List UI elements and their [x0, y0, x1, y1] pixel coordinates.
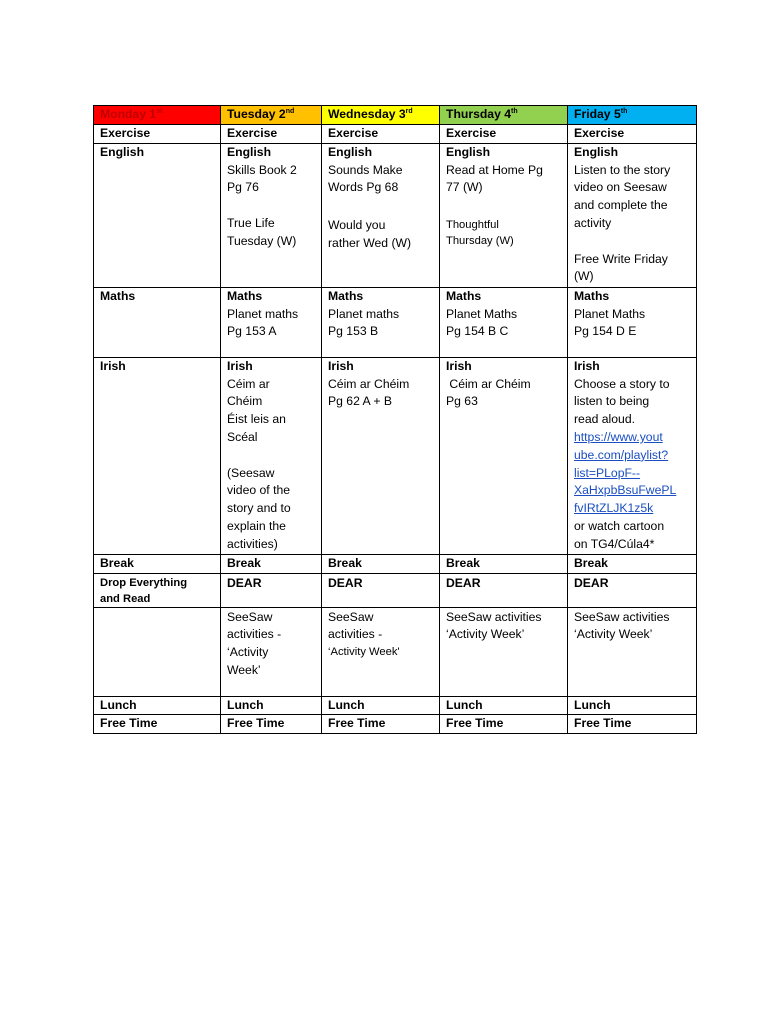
irish-tue-line: story and to [227, 501, 291, 516]
seesaw-fri-line: ‘Activity Week’ [574, 627, 653, 642]
seesaw-fri-line: SeeSaw activities [574, 609, 670, 624]
header-monday: Monday 1st [94, 106, 221, 125]
break-cell-mon: Break [94, 554, 221, 573]
break-cell-wed: Break [322, 554, 440, 573]
seesaw-wed-line: ‘Activity Week' [328, 646, 400, 659]
seesaw-wed-line: SeeSaw [328, 609, 374, 624]
maths-wed-line: Planet maths [328, 306, 400, 321]
break-cell-fri: Break [568, 554, 697, 573]
free-time-cell-wed: Free Time [322, 715, 440, 734]
irish-tue-line: explain the [227, 518, 286, 533]
maths-thu-title: Maths [446, 288, 482, 303]
lunch-cell-fri: Lunch [568, 696, 697, 715]
maths-thu-line: Pg 154 B C [446, 324, 509, 339]
maths-fri-line: Pg 154 D E [574, 324, 637, 339]
english-fri-line: Free Write Friday [574, 251, 668, 266]
break-row [94, 554, 697, 573]
weekly-timetable [93, 105, 697, 734]
header-friday: Friday 5th [568, 106, 697, 125]
irish-cell-wed [322, 357, 440, 554]
irish-cell-mon: Irish [94, 357, 221, 554]
seesaw-tue-line: Week’ [227, 662, 261, 677]
seesaw-tue-line: SeeSaw [227, 609, 273, 624]
irish-fri-line: on TG4/Cúla4* [574, 536, 655, 551]
lunch-cell-thu: Lunch [440, 696, 568, 715]
irish-wed-line: Pg 62 A + B [328, 394, 393, 409]
dear-cell-mon [94, 573, 221, 607]
irish-thu-title: Irish [446, 358, 472, 373]
english-cell-tue [221, 143, 322, 287]
english-tue-title: English [227, 144, 272, 159]
english-tue-line: Pg 76 [227, 180, 259, 195]
irish-cell-thu [440, 357, 568, 554]
irish-row [94, 357, 697, 554]
english-fri-title: English [574, 144, 619, 159]
exercise-cell-wed: Exercise [322, 125, 440, 144]
english-thu-line: 77 (W) [446, 180, 483, 195]
irish-tue-line: Scéal [227, 429, 258, 444]
lunch-cell-wed: Lunch [322, 696, 440, 715]
maths-cell-fri [568, 287, 697, 357]
free-time-cell-tue: Free Time [221, 715, 322, 734]
exercise-cell-tue: Exercise [221, 125, 322, 144]
seesaw-cell-tue [221, 607, 322, 696]
english-fri-line: (W) [574, 269, 594, 284]
irish-tue-line: activities) [227, 536, 278, 551]
free-time-cell-mon: Free Time [94, 715, 221, 734]
exercise-cell-mon: Exercise [94, 125, 221, 144]
irish-tue-line: video of the [227, 483, 291, 498]
maths-cell-wed [322, 287, 440, 357]
exercise-row [94, 125, 697, 144]
seesaw-cell-mon [94, 607, 221, 696]
english-thu-title: English [446, 144, 491, 159]
english-thu-line: Thursday (W) [446, 235, 514, 248]
irish-fri-title: Irish [574, 358, 600, 373]
lunch-cell-tue: Lunch [221, 696, 322, 715]
dear-cell-tue: DEAR [221, 573, 322, 607]
seesaw-thu-line: ‘Activity Week’ [446, 627, 525, 642]
maths-thu-line: Planet Maths [446, 306, 518, 321]
irish-tue-line: Éist leis an [227, 412, 286, 427]
exercise-cell-thu: Exercise [440, 125, 568, 144]
irish-tue-line: (Seesaw [227, 465, 275, 480]
english-cell-wed [322, 143, 440, 287]
english-fri-line: activity [574, 215, 612, 230]
header-thursday: Thursday 4th [440, 106, 568, 125]
irish-thu-line: Pg 63 [446, 394, 478, 409]
english-cell-mon: English [94, 143, 221, 287]
english-tue-line: Tuesday (W) [227, 233, 297, 248]
lunch-cell-mon: Lunch [94, 696, 221, 715]
seesaw-wed-line: activities - [328, 627, 383, 642]
seesaw-cell-fri [568, 607, 697, 696]
playlist-link[interactable]: ube.com/playlist? [574, 447, 669, 462]
seesaw-thu-line: SeeSaw activities [446, 609, 542, 624]
irish-cell-tue [221, 357, 322, 554]
dear-cell-wed: DEAR [322, 573, 440, 607]
playlist-link[interactable]: https://www.yout [574, 429, 663, 444]
irish-thu-line: Céim ar Chéim [446, 376, 531, 391]
maths-tue-title: Maths [227, 288, 263, 303]
english-row [94, 143, 697, 287]
english-cell-thu [440, 143, 568, 287]
english-wed-line: Would you [328, 218, 386, 233]
exercise-cell-fri: Exercise [568, 125, 697, 144]
english-wed-title: English [328, 144, 373, 159]
irish-fri-line: listen to being [574, 394, 650, 409]
dear-cell-fri: DEAR [568, 573, 697, 607]
english-wed-line: Words Pg 68 [328, 180, 399, 195]
maths-cell-tue [221, 287, 322, 357]
seesaw-tue-line: activities - [227, 627, 282, 642]
maths-tue-line: Pg 153 A [227, 324, 277, 339]
dear-cell-thu: DEAR [440, 573, 568, 607]
maths-wed-title: Maths [328, 288, 364, 303]
irish-tue-line: Chéim [227, 394, 263, 409]
maths-row [94, 287, 697, 357]
break-cell-tue: Break [221, 554, 322, 573]
playlist-link[interactable]: XaHxpbBsuFwePL [574, 483, 677, 498]
dear-mon-line: and Read [100, 592, 151, 605]
irish-cell-fri [568, 357, 697, 554]
dear-mon-line: Drop Everything [100, 576, 188, 589]
maths-tue-line: Planet maths [227, 306, 299, 321]
maths-cell-mon: Maths [94, 287, 221, 357]
maths-fri-title: Maths [574, 288, 610, 303]
lunch-row [94, 696, 697, 715]
irish-fri-line: Choose a story to [574, 376, 670, 391]
english-fri-line: Listen to the story [574, 162, 671, 177]
english-cell-fri [568, 143, 697, 287]
english-wed-line: rather Wed (W) [328, 235, 412, 250]
maths-wed-line: Pg 153 B [328, 324, 379, 339]
irish-tue-title: Irish [227, 358, 253, 373]
header-row [94, 106, 697, 125]
maths-fri-line: Planet Maths [574, 306, 646, 321]
maths-cell-thu [440, 287, 568, 357]
header-tuesday: Tuesday 2nd [221, 106, 322, 125]
irish-wed-line: Céim ar Chéim [328, 376, 410, 391]
english-thu-line: Thoughtful [446, 219, 499, 232]
seesaw-tue-line: ‘Activity [227, 645, 269, 660]
free-time-cell-thu: Free Time [440, 715, 568, 734]
english-fri-line: and complete the [574, 198, 668, 213]
free-time-row [94, 715, 697, 734]
playlist-link[interactable]: list=PLopF-- [574, 465, 641, 480]
header-wednesday: Wednesday 3rd [322, 106, 440, 125]
english-thu-line: Read at Home Pg [446, 162, 543, 177]
seesaw-cell-thu [440, 607, 568, 696]
irish-fri-line: or watch cartoon [574, 518, 665, 533]
playlist-link[interactable]: fvIRtZLJK1z5k [574, 501, 654, 516]
dear-row [94, 573, 697, 607]
english-fri-line: video on Seesaw [574, 180, 667, 195]
english-tue-line: Skills Book 2 [227, 162, 297, 177]
irish-wed-title: Irish [328, 358, 354, 373]
english-tue-line: True Life [227, 215, 275, 230]
seesaw-cell-wed [322, 607, 440, 696]
irish-tue-line: Céim ar [227, 376, 270, 391]
seesaw-row [94, 607, 697, 696]
english-wed-line: Sounds Make [328, 162, 403, 177]
free-time-cell-fri: Free Time [568, 715, 697, 734]
break-cell-thu: Break [440, 554, 568, 573]
irish-fri-line: read aloud. [574, 412, 635, 427]
